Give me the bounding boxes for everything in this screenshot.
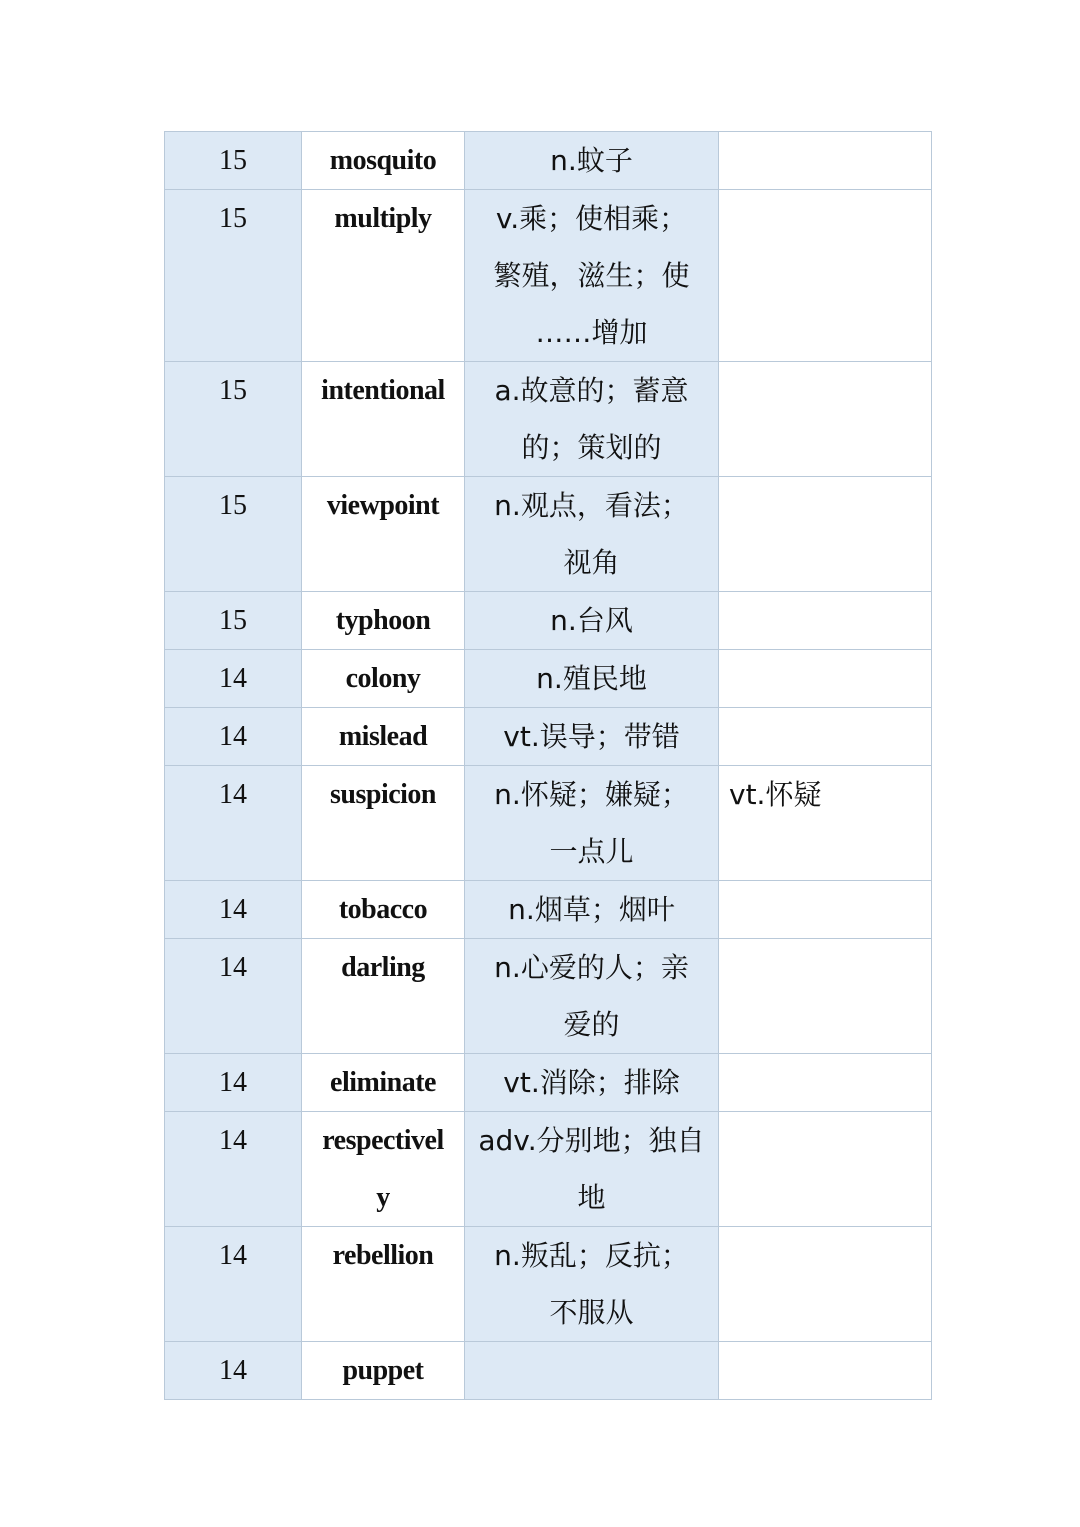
extra-meaning-cell xyxy=(719,190,932,362)
meaning-cell xyxy=(465,132,719,190)
meaning-text: n.叛乱；反抗； xyxy=(494,1239,689,1272)
meaning-text: n.观点，看法； xyxy=(494,489,689,522)
meaning-cell xyxy=(465,190,719,362)
meaning-cell xyxy=(465,1112,719,1227)
frequency-cell: 15 xyxy=(165,362,302,477)
table-row xyxy=(165,650,932,708)
word-cell xyxy=(302,477,465,592)
frequency-cell: 14 xyxy=(165,939,302,1054)
extra-meaning-cell xyxy=(719,1342,932,1400)
frequency-cell: 14 xyxy=(165,650,302,708)
word-text: tobacco xyxy=(338,894,428,925)
meaning-text: 视角 xyxy=(563,546,620,579)
vocabulary-table xyxy=(164,131,932,1400)
meaning-text: 地 xyxy=(577,1181,606,1214)
table-row xyxy=(165,362,932,477)
meaning-cell xyxy=(465,881,719,939)
meaning-text: v.乘；使相乘； xyxy=(495,202,688,235)
meaning-text: n.心爱的人；亲 xyxy=(494,951,689,984)
table-row xyxy=(165,1112,932,1227)
frequency-cell: 14 xyxy=(165,708,302,766)
meaning-cell xyxy=(465,766,719,881)
table-row xyxy=(165,1054,932,1112)
extra-meaning-cell xyxy=(719,650,932,708)
meaning-cell xyxy=(465,708,719,766)
word-cell xyxy=(302,650,465,708)
meaning-text: vt.误导；带错 xyxy=(503,720,680,753)
extra-meaning-cell xyxy=(719,881,932,939)
meaning-cell xyxy=(465,477,719,592)
meaning-cell xyxy=(465,650,719,708)
word-cell xyxy=(302,939,465,1054)
frequency-cell: 15 xyxy=(165,132,302,190)
meaning-text: 一点儿 xyxy=(549,835,634,868)
word-text: eliminate xyxy=(330,1067,436,1098)
extra-meaning-cell xyxy=(719,362,932,477)
frequency-cell: 14 xyxy=(165,1342,302,1400)
table-row xyxy=(165,881,932,939)
word-text: mosquito xyxy=(329,145,437,176)
meaning-text: n.殖民地 xyxy=(536,662,647,695)
table-row xyxy=(165,190,932,362)
word-cell xyxy=(302,766,465,881)
frequency-cell: 15 xyxy=(165,477,302,592)
meaning-text: 繁殖，滋生；使 xyxy=(493,259,690,292)
meaning-text: n.蚊子 xyxy=(550,144,633,177)
word-text: puppet xyxy=(342,1355,424,1386)
word-text: intentional xyxy=(321,375,445,406)
meaning-text: n.怀疑；嫌疑； xyxy=(494,778,689,811)
word-text: darling xyxy=(341,952,425,983)
word-text: viewpoint xyxy=(326,490,440,521)
meaning-cell xyxy=(465,1227,719,1342)
frequency-cell: 15 xyxy=(165,592,302,650)
meaning-cell xyxy=(465,939,719,1054)
word-cell xyxy=(302,1342,465,1400)
word-cell xyxy=(302,190,465,362)
table-row xyxy=(165,132,932,190)
word-cell xyxy=(302,708,465,766)
frequency-cell: 14 xyxy=(165,1227,302,1342)
extra-meaning-cell xyxy=(719,708,932,766)
table-row xyxy=(165,1342,932,1400)
word-text: y xyxy=(376,1182,390,1213)
frequency-cell: 14 xyxy=(165,1112,302,1227)
table-row xyxy=(165,766,932,881)
word-text: suspicion xyxy=(330,779,436,810)
word-cell xyxy=(302,881,465,939)
table-row xyxy=(165,592,932,650)
word-text: rebellion xyxy=(332,1240,434,1271)
meaning-text: 不服从 xyxy=(549,1296,634,1329)
meaning-cell xyxy=(465,1342,719,1400)
word-cell xyxy=(302,1112,465,1227)
word-text: colony xyxy=(345,663,421,694)
extra-meaning-cell xyxy=(719,939,932,1054)
word-cell xyxy=(302,132,465,190)
frequency-cell: 15 xyxy=(165,190,302,362)
extra-meaning-cell xyxy=(719,477,932,592)
meaning-cell xyxy=(465,362,719,477)
word-cell xyxy=(302,1054,465,1112)
meaning-text: a.故意的；蓄意 xyxy=(494,374,689,407)
meaning-text: n.台风 xyxy=(550,604,633,637)
extra-meaning-cell xyxy=(719,1112,932,1227)
extra-meaning-cell xyxy=(719,592,932,650)
meaning-cell xyxy=(465,1054,719,1112)
meaning-text: vt.消除；排除 xyxy=(503,1066,680,1099)
table-row xyxy=(165,939,932,1054)
meaning-cell xyxy=(465,592,719,650)
word-text: multiply xyxy=(334,203,432,234)
table-row xyxy=(165,708,932,766)
meaning-text: ……增加 xyxy=(535,316,648,349)
frequency-cell: 14 xyxy=(165,881,302,939)
extra-meaning-cell xyxy=(719,1227,932,1342)
word-text: respectivel xyxy=(322,1125,444,1156)
frequency-cell: 14 xyxy=(165,766,302,881)
meaning-text: n.烟草；烟叶 xyxy=(508,893,675,926)
meaning-text: 的；策划的 xyxy=(521,431,662,464)
extra-meaning-cell xyxy=(719,1054,932,1112)
extra-meaning-cell: vt.怀疑 xyxy=(719,766,932,881)
word-cell xyxy=(302,592,465,650)
meaning-text: 爱的 xyxy=(563,1008,620,1041)
word-text: typhoon xyxy=(335,605,431,636)
meaning-text: adv.分别地；独自 xyxy=(478,1124,705,1157)
table-row xyxy=(165,1227,932,1342)
vocabulary-table-body xyxy=(165,132,932,1400)
extra-meaning-cell xyxy=(719,132,932,190)
word-cell xyxy=(302,362,465,477)
frequency-cell: 14 xyxy=(165,1054,302,1112)
table-row xyxy=(165,477,932,592)
word-cell xyxy=(302,1227,465,1342)
word-text: mislead xyxy=(338,721,428,752)
